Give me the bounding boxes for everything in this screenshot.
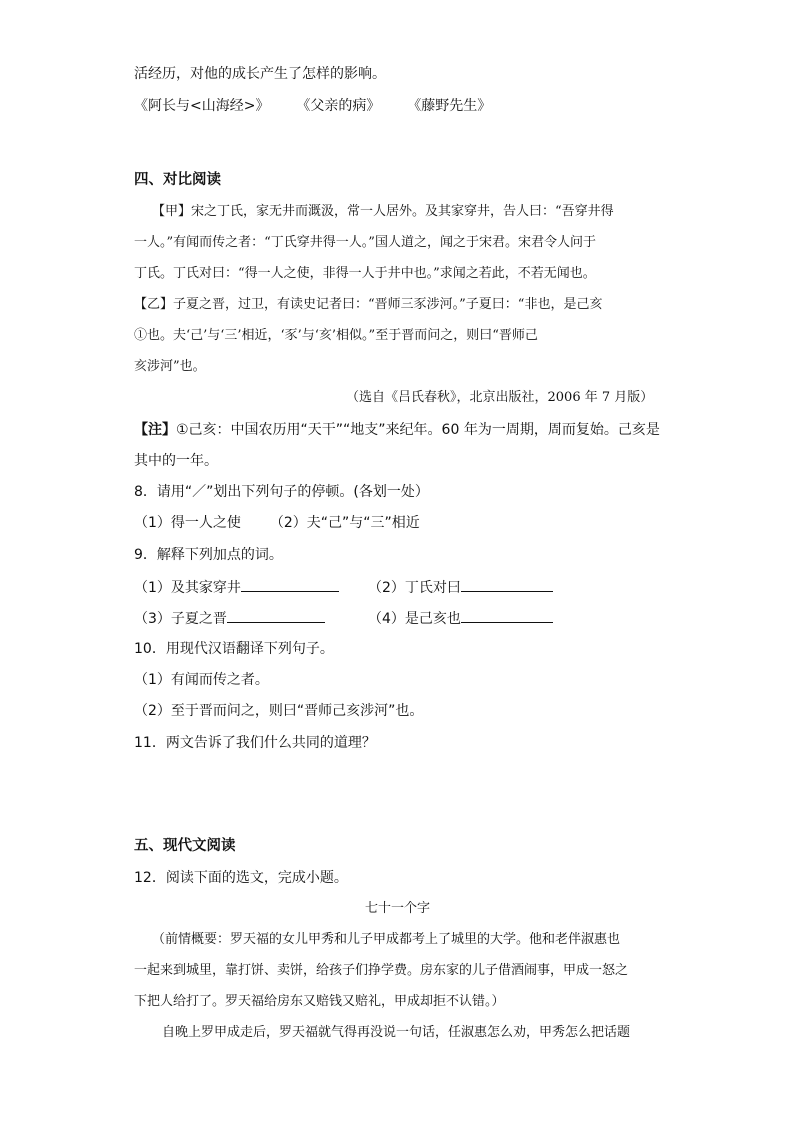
text-line: 活经历，对他的成长产生了怎样的影响。 <box>134 66 386 82</box>
passage-line: ①也。夫‘己’与‘三’相近，‘豕’与‘亥’相似。”至于晋而问之，则曰“晋师己 <box>134 328 538 343</box>
note-text: ①己亥：中国农历用“天干”“地支”来纪年。60 年为一周期，周而复始。己亥是 <box>176 422 660 438</box>
book-title: 《阿长与<山海经>》 <box>134 98 270 114</box>
book-title: 《父亲的病》 <box>296 98 381 114</box>
article-title: 七十一个字 <box>365 901 431 916</box>
question-item-text: （1）及其家穿井 <box>134 580 241 596</box>
passage-line: 【乙】子夏之晋，过卫，有读史记者曰：“晋师三豕涉河。”子夏曰：“非也，是己亥 <box>134 297 603 312</box>
question-9: 9．解释下列加点的词。 <box>134 547 283 563</box>
note-line: 其中的一年。 <box>134 453 218 469</box>
source-citation: （选自《吕氏春秋》，北京出版社，2006 年 7 月版） <box>346 390 654 405</box>
answer-blank[interactable] <box>227 607 325 623</box>
question-item: （2）夫“己”与“三”相近 <box>269 515 420 531</box>
question-10: 10．用现代汉语翻译下列句子。 <box>134 641 334 657</box>
passage-line: 【甲】宋之丁氏，家无井而溉汲，常一人居外。及其家穿井，告人曰：“吾穿井得 <box>152 204 614 219</box>
answer-blank[interactable] <box>461 607 553 623</box>
section-heading: 四、对比阅读 <box>134 172 221 188</box>
book-list <box>134 96 491 116</box>
body-line: 自晚上罗甲成走后，罗天福就气得再没说一句话，任淑惠怎么劝，甲秀怎么把话题 <box>162 1025 631 1040</box>
question-item: （1）有闻而传之者。 <box>134 672 269 688</box>
question-item-text: （4）是己亥也 <box>368 611 461 627</box>
book-title: 《藤野先生》 <box>407 98 492 114</box>
question-item <box>368 576 553 598</box>
passage-line: 亥涉河”也。 <box>134 359 206 374</box>
question-item-text: （2）丁氏对曰 <box>368 580 461 596</box>
answer-blank[interactable] <box>241 576 339 592</box>
passage-line: 一人。”有闻而传之者：“丁氏穿井得一人。”国人道之，闻之于宋君。宋君令人问于 <box>134 235 596 250</box>
summary-line: 一起来到城里，靠打饼、卖饼，给孩子们挣学费。房东家的儿子借酒闹事，甲成一怒之 <box>134 963 629 978</box>
answer-blank[interactable] <box>461 576 553 592</box>
question-item <box>134 576 339 598</box>
question-item: （2）至于晋而问之，则曰“晋师己亥涉河”也。 <box>134 703 424 719</box>
question-8-items <box>134 513 420 533</box>
question-item <box>368 607 553 629</box>
passage-line: 丁氏。丁氏对曰：“得一人之使，非得一人于井中也。”求闻之若此，不若无闻也。 <box>134 266 596 281</box>
note-label: 【注】 <box>134 422 176 438</box>
section-heading: 五、现代文阅读 <box>134 838 236 854</box>
question-8: 8．请用“／”划出下列句子的停顿。(各划一处） <box>134 484 429 500</box>
question-11: 11．两文告诉了我们什么共同的道理？ <box>134 735 376 751</box>
question-item <box>134 607 325 629</box>
question-item-text: （3）子夏之晋 <box>134 611 227 627</box>
question-12: 12．阅读下面的选文，完成小题。 <box>134 870 348 886</box>
summary-line: （前情概要：罗天福的女儿甲秀和儿子甲成都考上了城里的大学。他和老伴淑惠也 <box>152 932 621 947</box>
note-line <box>134 420 660 440</box>
question-item: （1）得一人之使 <box>134 515 241 531</box>
summary-line: 下把人给打了。罗天福给房东又赔钱又赔礼，甲成却拒不认错。） <box>134 994 505 1009</box>
